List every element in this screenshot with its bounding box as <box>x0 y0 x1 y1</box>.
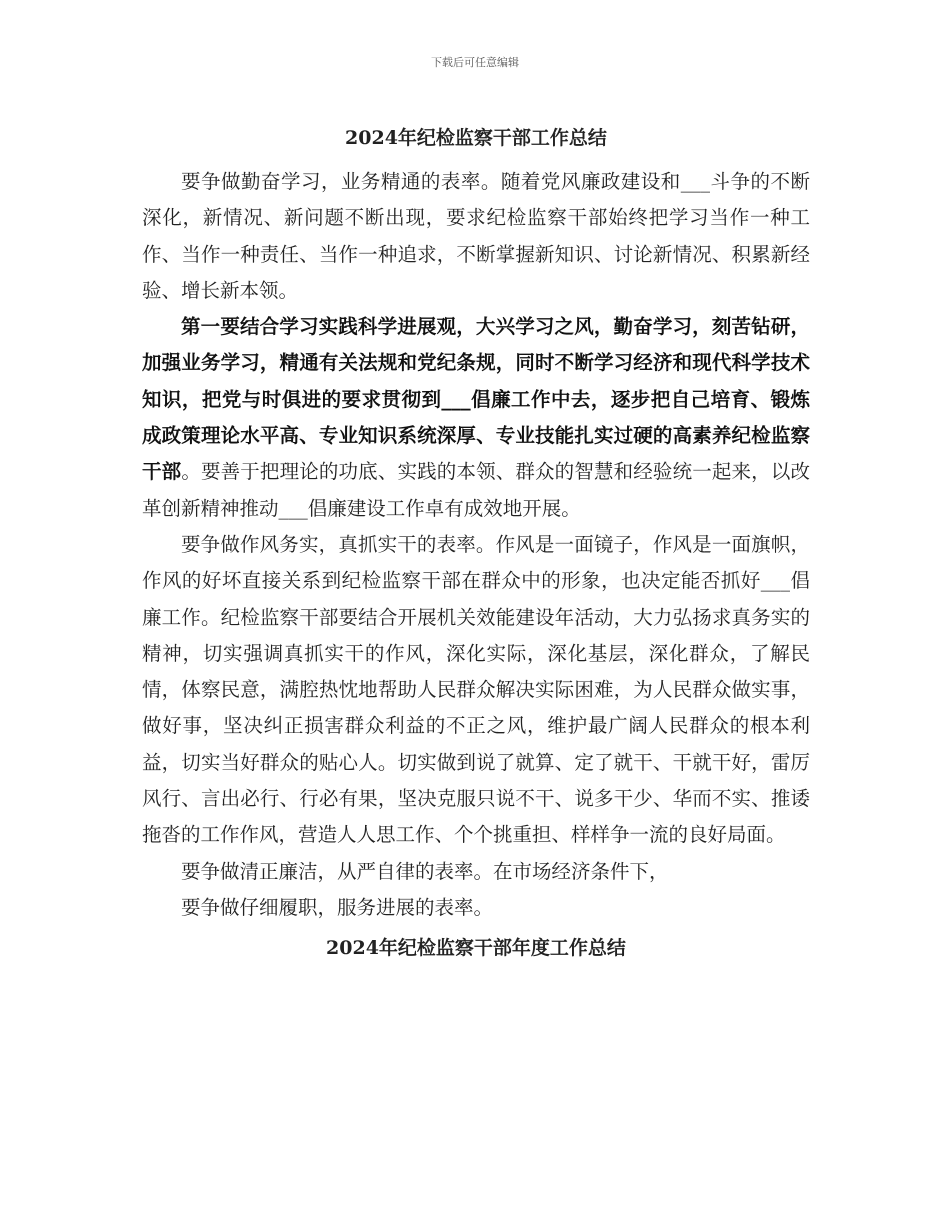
page-header-note: 下载后可任意编辑 <box>431 56 519 69</box>
paragraph-text: 要争做仔细履职，服务进展的表率。 <box>181 895 494 919</box>
paragraph-work-style <box>142 527 810 854</box>
paragraph-text: 要争做清正廉洁，从严自律的表率。在市场经济条件下， <box>181 859 669 883</box>
document-subtitle: 2024年纪检监察干部年度工作总结 <box>326 937 626 960</box>
paragraph-duty <box>142 890 810 926</box>
paragraph-text: 。要善于把理论的功底、实践的本领、群众的智慧和经验统一起来，以改革创新精神推动___倡廉建设工作卓有成效地开展。 <box>142 460 810 520</box>
paragraph-integrity <box>142 854 810 890</box>
document-body <box>142 122 810 964</box>
paragraph-study <box>142 164 810 309</box>
paragraph-first-requirement <box>142 309 810 527</box>
document-title: 2024年纪检监察干部工作总结 <box>345 127 607 149</box>
paragraph-text: 要争做作风务实，真抓实干的表率。作风是一面镜子，作风是一面旗帜，作风的好坏直接关系到纪检监察干部在群众中的形象，也决定能否抓好___倡廉工作。纪检监察干部要结合开展机关效能建设年活动，大力弘扬求真务实的精神，切实强调真抓实干的作风，深化实际，深化基层，深化群众，了解民情，体察民意，满腔热忱地帮助人民群众解决实际困难，为人民群众做实事，做好事，坚决纠正损害群众利益的不正之风，维护最广阔人民群众的根本利益，切实当好群众的贴心人。切实做到说了就算、定了就干、干就干好，雷厉风行、言出必行、行必有果，坚决克服只说不干、说多干少、华而不实、推诿拖沓的工作作风，营造人人思工作、个个挑重担、样样争一流的良好局面。 <box>142 532 810 847</box>
paragraph-bold-text: 第一要结合学习实践科学进展观，大兴学习之风，勤奋学习，刻苦钻研，加强业务学习，精通有关法规和党纪条规，同时不断学习经济和现代科学技术知识，把党与时俱进的要求贯彻到___倡廉工作中去，逐步把自己培育、锻炼成政策理论水平高、专业知识系统深厚、专业技能扎实过硬的高素养纪检监察干部 <box>142 315 810 484</box>
paragraph-text: 要争做勤奋学习，业务精通的表率。随着党风廉政建设和___斗争的不断深化，新情况、新问题不断出现，要求纪检监察干部始终把学习当作一种工作、当作一种责任、当作一种追求，不断掌握新知识、讨论新情况、积累新经验、增长新本领。 <box>142 170 810 302</box>
